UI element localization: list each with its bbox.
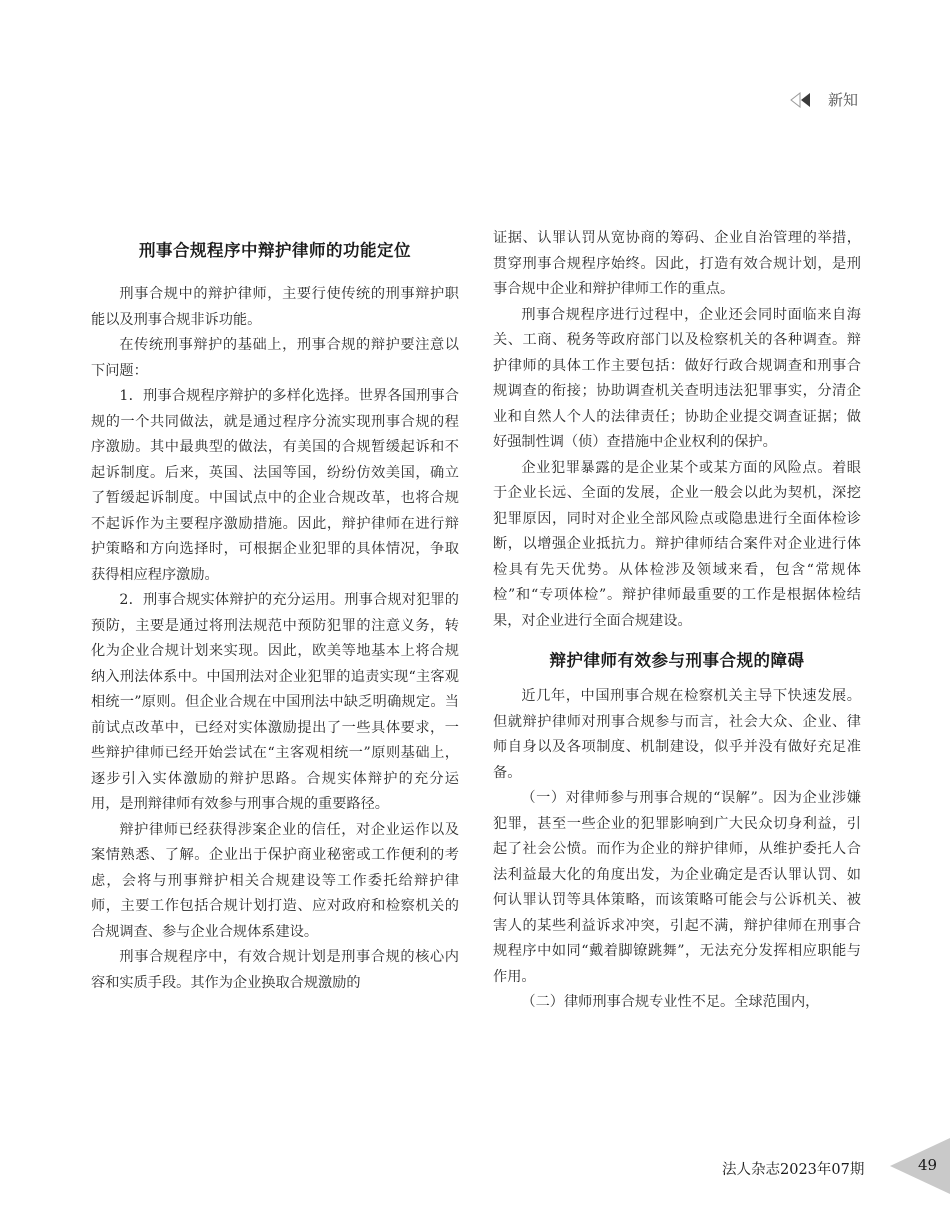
- paragraph: 2．刑事合规实体辩护的充分运用。刑事合规对犯罪的预防，主要是通过将刑法规范中预防犯罪的注意义务，转化为企业合规计划来实现。因此，欧美等地基本上将合规纳入刑法体系中。中国刑法对企业犯罪的追责实现“主客观相统一”原则。但企业合规在中国刑法中缺乏明确规定。当前试点改革中，已经对实体激励提出了一些具体要求，一些辩护律师已经开始尝试在“主客观相统一”原则基础上，逐步引入实体激励的辩护思路。合规实体辩护的充分运用，是刑辩律师有效参与刑事合规的重要路径。: [91, 592, 459, 812]
- paragraph: （二）律师刑事合规专业性不足。全球范围内，: [521, 994, 820, 1010]
- paragraph: 辩护律师已经获得涉案企业的信任，对企业运作以及案情熟悉、了解。企业出于保护商业秘密或工作便利的考虑，会将与刑事辩护相关合规建设等工作委托给辩护律师，主要工作包括合规计划打造、应对政府和检察机关的合规调查、参与企业合规体系建设。: [91, 821, 459, 940]
- double-arrow-left-icon: [790, 92, 820, 108]
- paragraph: 近几年，中国刑事合规在检察机关主导下快速发展。但就辩护律师对刑事合规参与而言，社会大众、企业、律师自身以及各项制度、机制建设，似乎并没有做好充足准备。: [493, 688, 861, 781]
- paragraph: 1．刑事合规程序辩护的多样化选择。世界各国刑事合规的一个共同做法，就是通过程序分流实现刑事合规的程序激励。其中最典型的做法，有美国的合规暂缓起诉和不起诉制度。后来，英国、法国等国，纷纷仿效美国，确立了暂缓起诉制度。中国试点中的企业合规改革，也将合规不起诉作为主要程序激励措施。因此，辩护律师在进行辩护策略和方向选择时，可根据企业犯罪的具体情况，争取获得相应程序激励。: [91, 388, 459, 583]
- section-label: 新知: [827, 91, 858, 109]
- right-column: [493, 226, 861, 1016]
- heading-obstacles: 辩护律师有效参与刑事合规的障碍: [549, 651, 805, 670]
- magazine-issue: 法人杂志2023年07期: [722, 1162, 865, 1178]
- paragraph: 在传统刑事辩护的基础上，刑事合规的辩护要注意以下问题：: [91, 337, 459, 379]
- paragraph: 企业犯罪暴露的是企业某个或某方面的风险点。着眼于企业长远、全面的发展，企业一般会以此为契机，深挖犯罪原因，同时对企业全部风险点或隐患进行全面体检诊断，以增强企业抵抗力。辩护律师结合案件对企业进行体检具有先天优势。从体检涉及领域来看，包含“常规体检”和“专项体检”。辩护律师最重要的工作是根据体检结果，对企业进行全面合规建设。: [493, 459, 861, 629]
- paragraph: 刑事合规中的辩护律师，主要行使传统的刑事辩护职能以及刑事合规非诉功能。: [91, 286, 459, 328]
- section-header: [790, 89, 858, 110]
- left-column: [91, 238, 459, 996]
- paragraph-continuation: 证据、认罪认罚从宽协商的筹码、企业自治管理的举措，贯穿刑事合规程序始终。因此，打造有效合规计划，是刑事合规中企业和辩护律师工作的重点。: [493, 230, 861, 297]
- paragraph: 刑事合规程序进行过程中，企业还会同时面临来自海关、工商、税务等政府部门以及检察机关的各种调查。辩护律师的具体工作主要包括：做好行政合规调查和刑事合规调查的衔接；协助调查机关查明违法犯罪事实，分清企业和自然人个人的法律责任；协助企业提交调查证据；做好强制性调（侦）查措施中企业权利的保护。: [493, 306, 861, 450]
- page-number: 49: [918, 1156, 938, 1174]
- paragraph: （一）对律师参与刑事合规的“误解”。因为企业涉嫌犯罪，甚至一些企业的犯罪影响到广大民众切身利益，引起了社会公愤。而作为企业的辩护律师，从维护委托人合法利益最大化的角度出发，为企业确定是否认罪认罚、如何认罪认罚等具体策略，而该策略可能会与公诉机关、被害人的某些利益诉求冲突，引起不满，辩护律师在刑事合规程序中如同“戴着脚镣跳舞”，无法充分发挥相应职能与作用。: [493, 790, 861, 985]
- heading-function-positioning: 刑事合规程序中辩护律师的功能定位: [139, 241, 411, 260]
- paragraph: 刑事合规程序中，有效合规计划是刑事合规的核心内容和实质手段。其作为企业换取合规激励的: [91, 949, 459, 991]
